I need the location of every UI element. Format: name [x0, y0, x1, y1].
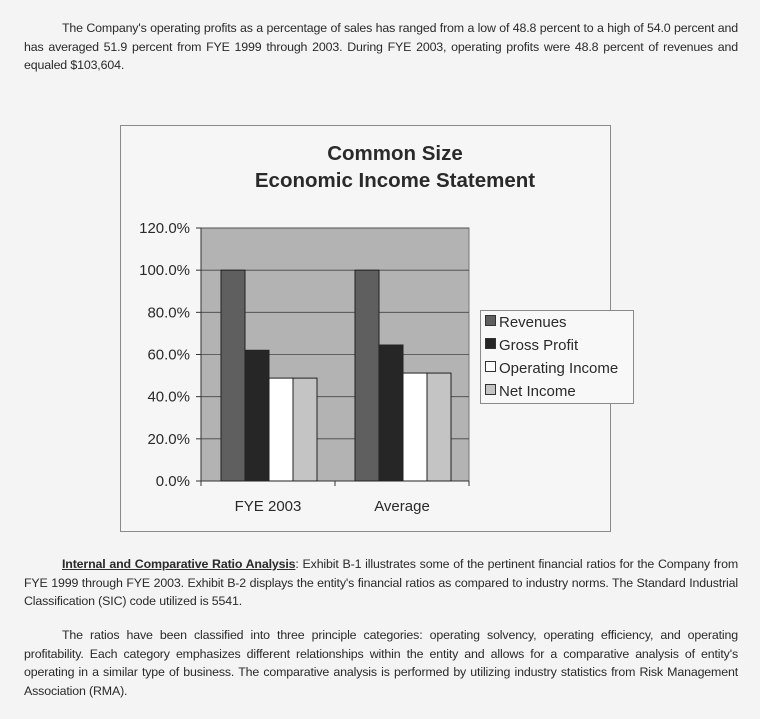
y-tick-label: 60.0% — [147, 346, 190, 364]
bar-net-income — [427, 373, 451, 481]
ratio-categories-paragraph — [24, 626, 738, 700]
y-tick-label: 40.0% — [147, 388, 190, 406]
bar-gross-profit — [379, 345, 403, 481]
y-tick-label: 100.0% — [139, 262, 190, 280]
y-tick-label: 20.0% — [147, 430, 190, 448]
legend-item-revenues — [485, 314, 567, 332]
chart-legend — [480, 310, 634, 404]
legend-swatch — [485, 338, 496, 349]
chart-title-line2: Economic Income Statement — [254, 169, 536, 192]
legend-label: Revenues — [499, 314, 567, 331]
y-tick-label: 120.0% — [139, 220, 190, 237]
chart-title-line1: Common Size — [327, 142, 463, 165]
legend-swatch — [485, 315, 496, 326]
bar-net-income — [293, 378, 317, 481]
bar-gross-profit — [245, 350, 269, 481]
bar-operating-income — [403, 373, 427, 481]
x-category-label: FYE 2003 — [234, 498, 302, 515]
legend-swatch — [485, 384, 496, 395]
legend-item-net-income — [485, 383, 576, 401]
bar-revenues — [355, 270, 379, 481]
ratio-analysis-heading: Internal and Comparative Ratio Analysis — [62, 557, 296, 571]
legend-item-gross-profit — [485, 337, 578, 355]
ratio-analysis-text: : Exhibit B-1 illustrates some of the pertinent financial ratios for the Company from FYE 1999 through FYE 2003. Exhibit B-2 displays the entity's financial ratios as compared to industry norms. The Standard Industrial Classification (SIC) code utilized is 5541. — [24, 557, 738, 608]
legend-item-operating-income — [485, 360, 618, 378]
y-tick-label: 80.0% — [147, 304, 190, 322]
legend-swatch — [485, 361, 496, 372]
y-tick-label: 0.0% — [155, 473, 190, 490]
bar-operating-income — [269, 378, 293, 481]
ratio-analysis-paragraph — [24, 555, 738, 611]
legend-label: Gross Profit — [499, 337, 579, 354]
ratio-categories-text: The ratios have been classified into three principle categories: operating solvency, operating efficiency, and operating profitability. Each category emphasizes different relationships within the entity and allows for a comparative analysis of entity's operating in a similar type of business. The comparative analysis is performed by utilizing industry statistics from Risk Management Association (RMA). — [24, 628, 738, 698]
legend-label: Net Income — [499, 383, 576, 400]
x-category-label: Average — [374, 498, 430, 515]
intro-text: The Company's operating profits as a percentage of sales has ranged from a low of 48.8 percent to a high of 54.0 percent and has averaged 51.9 percent from FYE 1999 through 2003. During FYE 2003, operating profits were 48.8 percent of revenues and equaled $103,604. — [24, 21, 738, 72]
bar-revenues — [221, 270, 245, 481]
legend-label: Operating Income — [499, 360, 619, 377]
